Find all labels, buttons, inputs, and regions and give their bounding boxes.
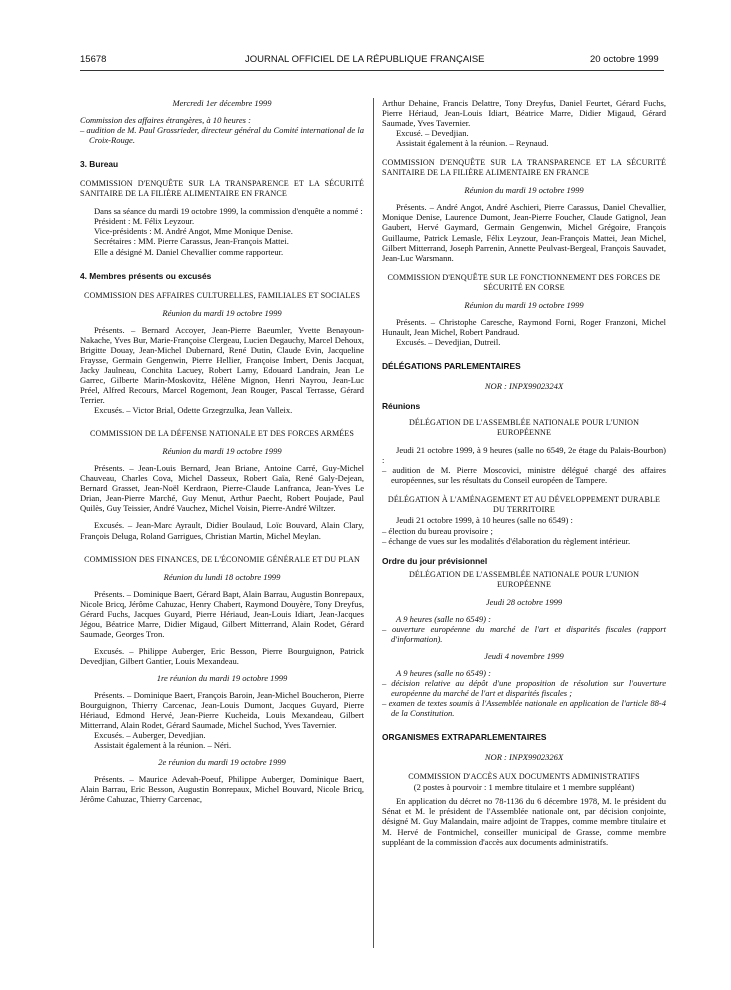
- left-column: [80, 98, 364, 804]
- meeting-when: Jeudi 21 octobre 1999, à 9 heures (salle no 6549, 2e étage du Palais-Bourbon) :: [382, 445, 666, 466]
- section-heading-delegations: DÉLÉGATIONS PARLEMENTAIRES: [382, 360, 521, 371]
- commission-title: COMMISSION DES FINANCES, DE L'ÉCONOMIE GÉNÉRALE ET DU PLAN: [84, 554, 360, 564]
- commission-title: COMMISSION D'ACCÈS AUX DOCUMENTS ADMINISTRATIFS: [408, 772, 640, 782]
- column-divider: [373, 98, 374, 948]
- meeting-date: Réunion du lundi 18 octobre 1999: [163, 571, 281, 582]
- excuses-list: Excusés. – Jean-Marc Ayrault, Didier Boulaud, Loïc Bouvard, Alain Clary, François Deluga, Roland Garrigues, Christian Martin, Michel Meylan.: [80, 520, 364, 541]
- meeting-date: 2e réunion du mardi 19 octobre 1999: [158, 757, 286, 768]
- commission-title: COMMISSION DE LA DÉFENSE NATIONALE ET DES FORCES ARMÉES: [90, 429, 354, 439]
- delegation-title: DÉLÉGATION DE L'ASSEMBLÉE NATIONALE POUR L'UNION EUROPÉENNE: [408, 569, 640, 589]
- rapporteur-line: Elle a désigné M. Daniel Chevallier comme rapporteur.: [94, 246, 284, 257]
- assistait-line: Assistait également à la réunion. – Reynaud.: [396, 138, 549, 149]
- president-line: Président : M. Félix Leyzour.: [94, 216, 195, 227]
- meeting-time: A 9 heures (salle no 6549) :: [396, 613, 491, 624]
- agenda-item: – audition de M. Paul Grossrieder, directeur général du Comité international de la Croix-Rouge.: [80, 125, 364, 146]
- commission-line: Commission des affaires étrangères, à 10 heures :: [80, 115, 251, 126]
- vice-presidents-line: Vice-présidents : M. André Angot, Mme Monique Denise.: [94, 226, 293, 237]
- excuses-list: Excusés. – Devedjian, Dutreil.: [396, 336, 501, 347]
- agenda-item: – décision relative au dépôt d'une proposition de résolution sur l'ouverture européenne du marché de l'art et disparités fiscales ;: [382, 678, 666, 699]
- excuses-list: Excusés. – Auberger, Devedjian.: [94, 730, 206, 741]
- meeting-date: Réunion du mardi 19 octobre 1999: [162, 307, 282, 318]
- presents-list: Présents. – André Angot, André Aschieri, Pierre Carassus, Daniel Chevallier, Monique Denise, Laurence Dumont, Jean-Pierre Foucher, Claude Gatignol, Jean Gaubert, Hervé Gaymard, Germain Gengenwin, Michel Grégoire, François Guillaume, Patrick Lemasle, Félix Leyzour, Jean-François Mattei, Jean Michel, Gilbert Mitterrand, Joseph Parrenin, Annette Peulvast-Bergeal, François Sauvadet, Jean-Luc Warsmann.: [382, 202, 666, 263]
- commission-title: COMMISSION D'ENQUÊTE SUR LA TRANSPARENCE ET LA SÉCURITÉ SANITAIRE DE LA FILIÈRE ALIMENTAIRE EN FRANCE: [382, 158, 666, 178]
- secretaires-line: Secrétaires : MM. Pierre Carassus, Jean-François Mattei.: [94, 236, 289, 247]
- subheading-ordre-du-jour: Ordre du jour prévisionnel: [382, 555, 488, 566]
- delegation-title: DÉLÉGATION À L'AMÉNAGEMENT ET AU DÉVELOPPEMENT DURABLE DU TERRITOIRE: [387, 495, 661, 515]
- issue-date: 20 octobre 1999: [590, 54, 659, 65]
- agenda-item: – élection du bureau provisoire ;: [382, 525, 493, 536]
- presents-list: Présents. – Bernard Accoyer, Jean-Pierre Baeumler, Yvette Benayoun-Nakache, Yves Bur, Marie-Françoise Clergeau, Lucien Degauchy, Marcel Dehoux, Brigitte Douay, Jean-Michel Dubernard, René Dutin, Claude Evin, Jacqueline Fraysse, Germain Gengenwin, Pierre Hellier, Françoise Imbert, Denis Jacquat, Jacky Jaulneau, Conchita Lacuey, Robert Lamy, Edouard Landrain, Jean Le Garrec, Gilberte Marin-Moskovitz, Hélène Mignon, Henri Nayrou, Jean-Luc Préel, Alfred Recours, Marcel Rogemont, Jean Rouger, Pascal Terrasse, Gérard Terrier.: [80, 324, 364, 406]
- agenda-item: – échange de vues sur les modalités d'élaboration du règlement intérieur.: [382, 535, 631, 546]
- agenda-item: – ouverture européenne du marché de l'art et disparités fiscales (rapport d'information).: [382, 623, 666, 644]
- agenda-item: – examen de textes soumis à l'Assemblée nationale en application de l'article 88-4 de la Constitution.: [382, 698, 666, 719]
- excuses-list: Excusé. – Devedjian.: [396, 128, 469, 139]
- header-rule: [80, 70, 664, 71]
- presents-list: Présents. – Dominique Baert, Gérard Bapt, Alain Barrau, Augustin Bonrepaux, Nicole Bricq, Jérôme Cahuzac, Henry Chabert, Raymond Douyère, Tony Dreyfus, Gérard Fuchs, Jacques Guyard, Pierre Hériaud, Jean-Louis Idiart, Jean-Jacques Jégou, Béatrice Marre, Didier Migaud, Gilbert Mitterrand, Alain Rodet, Gérard Saumade, Georges Tron.: [80, 588, 364, 639]
- commission-title: COMMISSION DES AFFAIRES CULTURELLES, FAMILIALES ET SOCIALES: [83, 290, 361, 300]
- excuses-list: Excusés. – Philippe Auberger, Eric Besson, Pierre Bourguignon, Patrick Devedjian, Gilbert Gantier, Louis Mexandeau.: [80, 645, 364, 666]
- meeting-date: Réunion du mardi 19 octobre 1999: [464, 185, 584, 196]
- subheading-reunions: Réunions: [382, 401, 421, 412]
- presents-list: Présents. – Maurice Adevah-Poeuf, Philippe Auberger, Dominique Baert, Alain Barrau, Eric Besson, Augustin Bonrepaux, Michel Bouvard, Nicole Bricq, Jérôme Cahuzac, Thierry Carcenac,: [80, 774, 364, 805]
- meeting-date: Jeudi 28 octobre 1999: [485, 596, 563, 607]
- nor-reference: NOR : INPX9902324X: [484, 380, 564, 391]
- meeting-when: Jeudi 21 octobre 1999, à 10 heures (salle no 6549) :: [396, 515, 573, 526]
- meeting-date: Jeudi 4 novembre 1999: [484, 650, 564, 661]
- presents-list: Présents. – Christophe Caresche, Raymond Forni, Roger Franzoni, Michel Hunault, Jean Michel, Robert Pandraud.: [382, 316, 666, 337]
- page-number: 15678: [80, 54, 107, 65]
- paragraph: En application du décret no 78-1136 du 6 décembre 1978, M. le président du Sénat et M. le président de l'Assemblée nationale ont, par décision conjointe, désigné M. Guy Malandain, maire adjoint de Trappes, comme membre titulaire et M. Hervé de Fontmichel, conseiller municipal de Grasse, comme membre suppléant de la commission d'accès aux documents administratifs.: [382, 796, 666, 847]
- page-header: [0, 0, 731, 70]
- right-column: [382, 98, 666, 847]
- meeting-date: 1re réunion du mardi 19 octobre 1999: [156, 672, 288, 683]
- postes-line: (2 postes à pourvoir : 1 membre titulaire et 1 membre suppléant): [413, 782, 635, 793]
- presents-list: Présents. – Jean-Louis Bernard, Jean Briane, Antoine Carré, Guy-Michel Chauveau, Charles Cova, Michel Dasseux, Robert Gaïa, René Galy-Dejean, Bernard Grasset, Jean-Noël Kerdraon, Pierre-Claude Lanfranca, Jean-Yves Le Drian, Jean-Pierre Marché, Guy Menut, Arthur Paecht, Robert Poujade, Paul Quilès, Guy Teissier, André Vauchez, Michel Voisin, Pierre-André Wiltzer.: [80, 463, 364, 514]
- agenda-item: – audition de M. Pierre Moscovici, ministre délégué chargé des affaires européennes, sur les résultats du Conseil européen de Tampere.: [382, 465, 666, 486]
- excuses-list: Excusés. – Victor Brial, Odette Grzegrzulka, Jean Valleix.: [94, 405, 293, 416]
- meeting-date: Réunion du mardi 19 octobre 1999: [464, 299, 584, 310]
- presents-list-continued: Arthur Dehaine, Francis Delattre, Tony Dreyfus, Daniel Feurtet, Gérard Fuchs, Pierre Hériaud, Jean-Louis Idiart, Béatrice Marre, Didier Migaud, Gérard Saumade, Yves Tavernier.: [382, 98, 666, 129]
- presents-list: Présents. – Dominique Baert, François Baroin, Jean-Michel Boucheron, Pierre Bourguignon, Thierry Carcenac, Jean-Louis Dumont, Jacques Guyard, Pierre Hériaud, Edmond Hervé, Jean-Pierre Kucheida, Louis Mexandeau, Gilbert Mitterrand, Alain Rodet, Gérard Saumade, Michel Suchod, Yves Tavernier.: [80, 690, 364, 731]
- meeting-date: Mercredi 1er décembre 1999: [172, 98, 272, 108]
- journal-title: JOURNAL OFFICIEL DE LA RÉPUBLIQUE FRANÇAISE: [245, 54, 485, 65]
- commission-title: COMMISSION D'ENQUÊTE SUR LA TRANSPARENCE ET LA SÉCURITÉ SANITAIRE DE LA FILIÈRE ALIMENTAIRE EN FRANCE: [80, 179, 364, 199]
- meeting-time: A 9 heures (salle no 6549) :: [396, 667, 491, 678]
- nor-reference: NOR : INPX9902326X: [484, 752, 564, 763]
- commission-title: COMMISSION D'ENQUÊTE SUR LE FONCTIONNEMENT DES FORCES DE SÉCURITÉ EN CORSE: [387, 272, 661, 292]
- section-heading-organismes: ORGANISMES EXTRAPARLEMENTAIRES: [382, 732, 547, 743]
- meeting-date: Réunion du mardi 19 octobre 1999: [162, 446, 282, 457]
- paragraph: Dans sa séance du mardi 19 octobre 1999, la commission d'enquête a nommé :: [94, 206, 363, 217]
- section-heading-bureau: 3. Bureau: [80, 159, 119, 170]
- delegation-title: DÉLÉGATION DE L'ASSEMBLÉE NATIONALE POUR L'UNION EUROPÉENNE: [408, 418, 640, 438]
- section-heading-membres: 4. Membres présents ou excusés: [80, 270, 212, 281]
- assistait-line: Assistait également à la réunion. – Néri.: [94, 740, 232, 751]
